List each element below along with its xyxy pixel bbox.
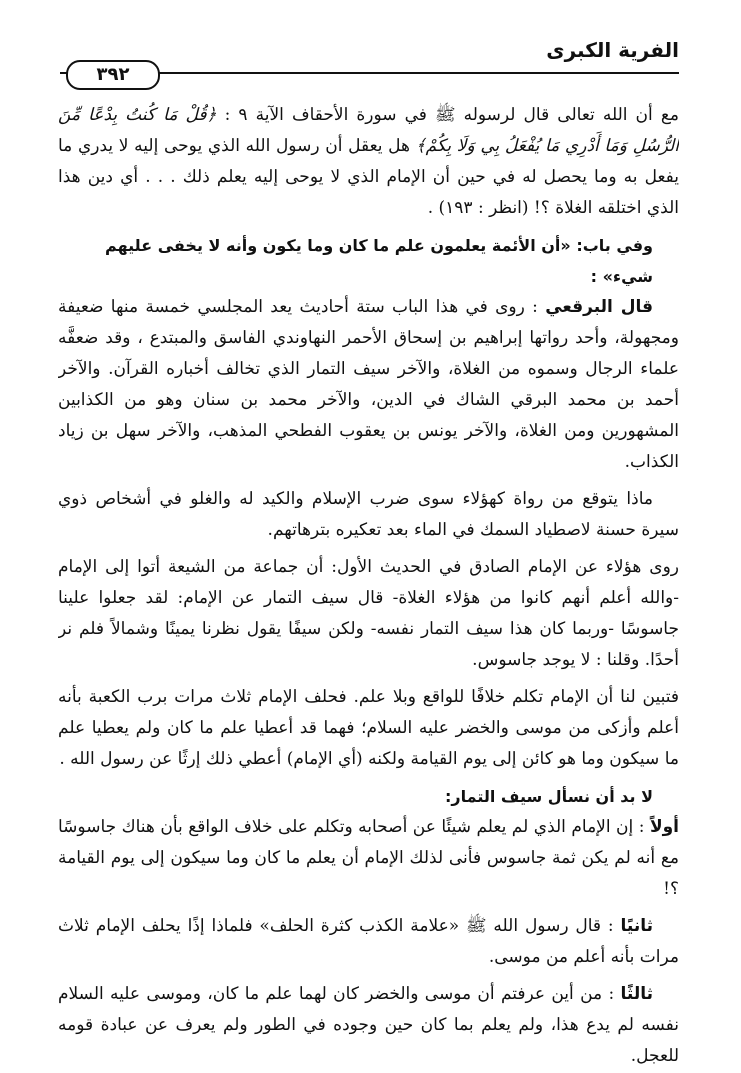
paragraph-third-question [58, 979, 679, 1065]
section-heading-imams-knowledge: وفي باب: «أن الأئمة يعلمون علم ما كان وما يكون وأنه لا يخفى عليهم شيء» : [105, 236, 653, 286]
book-title: الفرية الكبرى [546, 38, 679, 62]
paragraph-first-question [58, 812, 679, 905]
page-number: ٣٩٢ [66, 60, 160, 90]
paragraph-lead: ثانيًا [620, 916, 653, 936]
paragraph-narrators: ماذا يتوقع من رواة كهؤلاء سوى ضرب الإسلام والكيد له والغلو في أشخاص ذوي سيرة حسنة لاصطياد السمك في الماء بعد تعكيره بترهاتهم. [58, 489, 679, 540]
paragraph-imam-oath: فتبين لنا أن الإمام تكلم خلافًا للواقع وبلا علم. فحلف الإمام ثلاث مرات برب الكعبة بأنه أعلم وأزكى من موسى والخضر عليه السلام؛ فهما قد أعطيا علم ما كان ولم يعطيا علم ما سيكون وما هو كائن إلى يوم القيامة ولكنه (أي الإمام) أعطي ذلك إرثًا عن رسول الله . [58, 687, 679, 769]
paragraph-lead: ثالثًا [620, 984, 653, 1004]
paragraph-lead: أولاً [649, 817, 679, 837]
paragraph-first-hadith: روى هؤلاء عن الإمام الصادق في الحديث الأول: أن جماعة من الشيعة أتوا إلى الإمام -والله أعلم أنهم كانوا من هؤلاء الغلاة- قال سيف التمار عن الإمام: لقد جعلوا علينا جاسوسًا -وربما كان هذا سيف التمار نفسه- ولكن سيفًا يقول نظرنا يمينًا وشمالاً فلم نر أحدًا. وقلنا : لا يوجد جاسوس. [58, 557, 679, 670]
paragraph-text: : روى في هذا الباب ستة أحاديث يعد المجلسي خمسة منها ضعيفة ومجهولة، وأحد رواتها إبراهيم بن إسحاق الأحمر النهاوندي الفاسق والمبتدع ، وقد ضعفَّه علماء الرجال وسموه من الغلاة، والآخر سيف التمار الذي تخالف أخباره القرآن. والآخر أحمد بن محمد البرقي الشاك في الدين، والآخر محمد بن سنان وهو من الكذابين المشهورين ومن الغلاة، والآخر يونس بن يعقوب الفطحي المذهب، والآخر سهل بن زياد الكذاب. [58, 297, 679, 472]
paragraph-ahqaf-verse [58, 100, 679, 224]
paragraph-lead: قال البرقعي [545, 297, 653, 317]
section-heading-questions: لا بد أن نسأل سيف التمار: [444, 787, 653, 806]
paragraph-text: هل يعقل أن رسول الله الذي يوحى إليه لا يدري ما يفعل به وما يحصل له في حين أن الإمام الذي لا يوحى إليه يعلم ذلك . . . أي دين هذا الذي اختلقه الغلاة ؟! (انظر : ١٩٣) . [58, 136, 679, 218]
paragraph-text: مع أن الله تعالى قال لرسوله ﷺ في سورة الأحقاف الآية ٩ : [216, 105, 679, 125]
paragraph-text: : من أين عرفتم أن موسى والخضر كان لهما علم ما كان، وموسى عليه السلام نفسه لم يدع هذا، ولم يعلم بما كان حين وجوده في الطور ولم يعرف عن عبادة قومه للعجل. [58, 984, 679, 1065]
paragraph-text: : إن الإمام الذي لم يعلم شيئًا عن أصحابه وتكلم على خلاف الواقع بأن هناك جاسوسًا مع أنه لم يكن ثمة جاسوس فأنى لذلك الإمام أن يعلم ما كان وما سيكون إلى يوم القيامة ؟! [58, 817, 679, 899]
page-body [58, 100, 679, 1065]
paragraph-barqai [58, 292, 679, 478]
page-header [60, 30, 679, 90]
paragraph-second-question [58, 911, 679, 973]
quran-verse: ﴿قُلْ مَا كُنتُ بِدْعًا مِّنَ الرُّسُلِ وَمَا أَدْرِي مَا يُفْعَلُ بِي وَلَا بِكُمْ﴾ [58, 105, 679, 156]
paragraph-text: : قال رسول الله ﷺ «علامة الكذب كثرة الحلف» فلماذا إذًا يحلف الإمام ثلاث مرات بأنه أعلم من موسى. [58, 916, 679, 967]
